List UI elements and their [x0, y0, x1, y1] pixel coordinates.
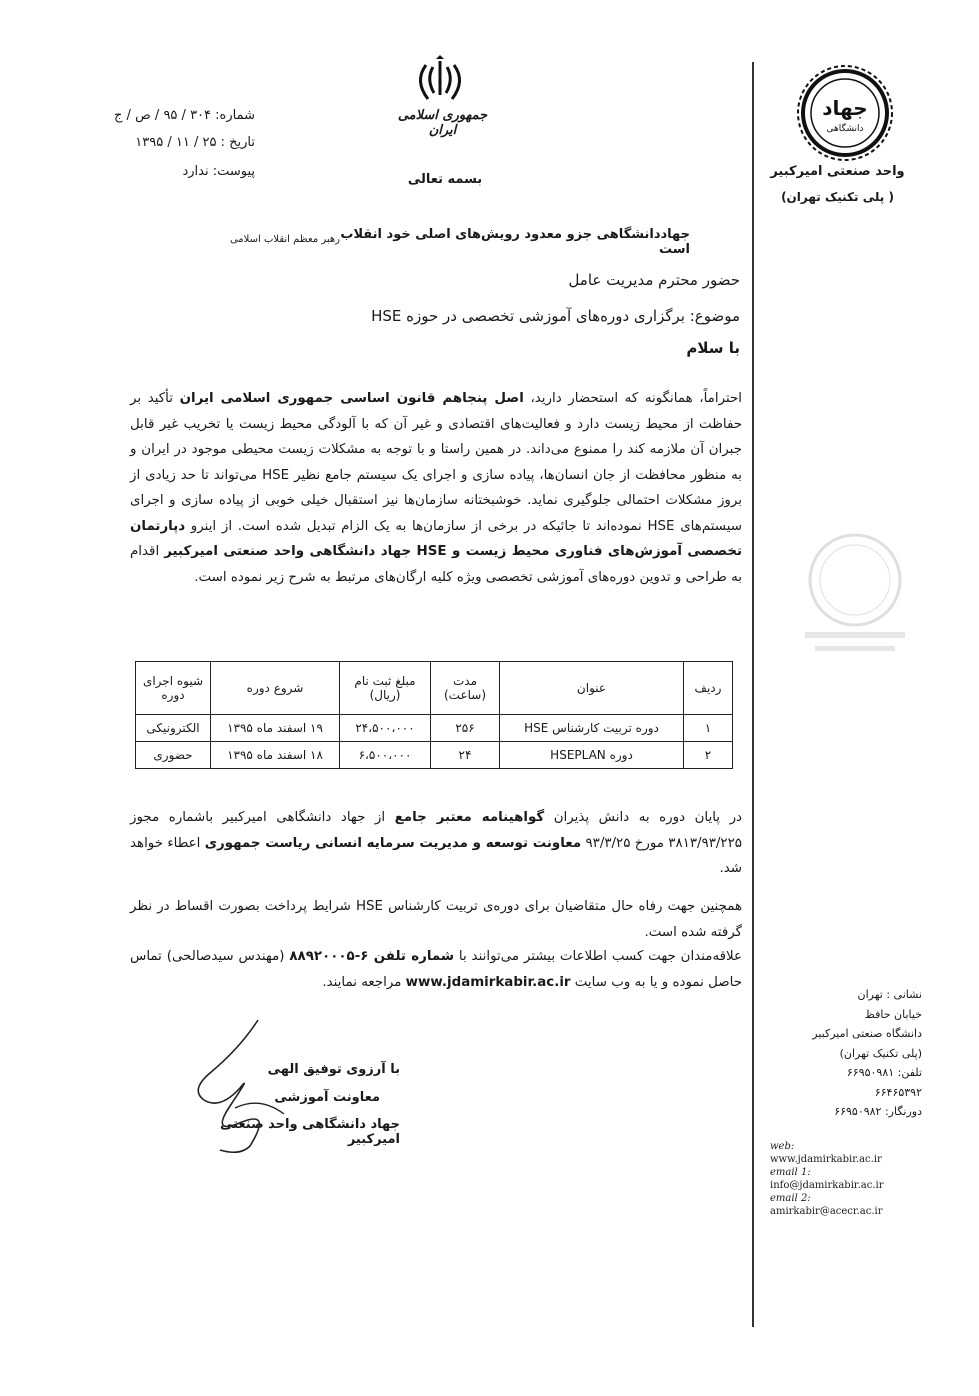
address-line: دورنگار: ۶۶۹۵۰۹۸۲ [834, 1105, 922, 1118]
sidebar-address [770, 985, 922, 1122]
contact-web[interactable]: www.jdamirkabir.ac.ir [770, 1154, 882, 1165]
table-cell: دوره تربیت کارشناس HSE [500, 715, 684, 742]
closing-deputy: معاونت آموزشی [274, 1090, 380, 1105]
table-cell: ۲ [684, 742, 733, 769]
p2-run: گواهینامه معتبر جامع [394, 810, 545, 825]
letter-number: شماره: ۳۰۴ / ۹۵ / ص / ج [114, 108, 255, 123]
table-cell: ۱۹ اسفند ماه ۱۳۹۵ [211, 715, 340, 742]
unit-name: واحد صنعتی امیرکبیر [770, 164, 905, 179]
contact-label: email 1: [770, 1167, 811, 1178]
header-quote: جهاددانشگاهی جزو معدود رویش‌های اصلی خود انقلاب است [340, 227, 690, 257]
contact-email-2[interactable]: amirkabir@acecr.ac.ir [770, 1206, 883, 1217]
table-cell: ۲۴،۵۰۰،۰۰۰ [340, 715, 431, 742]
table-cell: الکترونیکی [136, 715, 211, 742]
letter-paragraph-3 [130, 894, 742, 945]
table-cell: ۱ [684, 715, 733, 742]
courses-table [135, 661, 733, 769]
table-cell: ۲۴ [431, 742, 500, 769]
p2-run: در پایان دوره به دانش پذیران [544, 810, 742, 825]
letter-paragraph-2 [130, 805, 742, 882]
address-line: ۶۶۴۶۵۳۹۲ [874, 1085, 922, 1099]
unit-subtitle: ( پلی تکنیک تهران) [781, 190, 894, 204]
table-header-cell: مدت (ساعت) [431, 662, 500, 715]
p3-run: همچنین جهت رفاه حال متقاضیان برای دوره‌ی تربیت کارشناس HSE شرایط پرداخت بصورت اقساط در نظر گرفته شده است. [130, 899, 743, 940]
table-header-cell: عنوان [500, 662, 684, 715]
p2-run: از جهاد دانشگاهی امیرکبیر باشماره مجوز ۳۸۱۳/۹۳/۲۲۵ مورخ ۹۳/۳/۲۵ [130, 810, 743, 851]
quote-author: رهبر معظم انقلاب اسلامی [229, 234, 340, 245]
basmala: بسمه تعالی [407, 172, 483, 187]
p4-run: شماره تلفن ۶-۸۸۹۲۰۰۰۵ [289, 949, 455, 964]
contact-label: web: [770, 1141, 795, 1152]
table-header-cell: مبلغ ثبت نام (ریال) [340, 662, 431, 715]
logo-text: جهاد [822, 96, 868, 120]
table-cell: دوره HSEPLAN [500, 742, 684, 769]
p2-run: اعطاء خواهد شد. [130, 835, 742, 876]
handwritten-signature [180, 1018, 300, 1158]
table-cell: ۱۸ اسفند ماه ۱۳۹۵ [211, 742, 340, 769]
table-cell: حضوری [136, 742, 211, 769]
closing-org: جهاد دانشگاهی واحد صنعتی امیرکبیر [219, 1117, 400, 1147]
p1-run: احتراماً، همانگونه که استحضار دارید، [523, 391, 742, 406]
jahad-logo-icon [790, 65, 900, 165]
table-row [136, 742, 733, 769]
letter-subject: موضوع: برگزاری دوره‌های آموزشی تخصصی در حوزه HSE [371, 307, 740, 325]
closing-wish: با آرزوی توفیق الهی [267, 1062, 400, 1077]
address-line: (پلی تکنیک تهران) [839, 1046, 922, 1060]
iran-emblem-icon [400, 55, 480, 110]
sidebar-divider [752, 62, 754, 1327]
emblem-caption: جمهوری اسلامی ایران [397, 108, 488, 138]
p4-run: (مهندس سیدصالحی) تماس حاصل نموده و یا به وب سایت [130, 949, 742, 990]
contact-email-1[interactable]: info@jdamirkabir.ac.ir [770, 1180, 884, 1191]
address-line: دانشگاه صنعتی امیرکبیر [812, 1027, 922, 1040]
p1-run: اصل پنجاهم قانون اساسی جمهوری اسلامی ایران [179, 391, 524, 406]
address-line: نشانی : تهران [857, 988, 922, 1001]
letter-attachment: پیوست: ندارد [182, 164, 255, 179]
p1-run: تأکید بر حفاظت از محیط زیست دارد و فعالیت‌های اقتصادی و غیر آن که با آلودگی محیط زیست یا تخریب غیر قابل جبران آن ملازمه کند را ممنوع می‌داند. در همین راستا و با توجه به مشکلات زیست محیطی موجود در ایران و به منظور محافظت از جان انسان‌ها، پیاده سازی و اجرای یک سیستم جامع نظیر HSE می‌تواند تا حد زیادی از بروز مشکلات احتمالی جلوگیری نماید. خوشبختانه سازمان‌ها نیز استقبال خیلی خوبی از پیاده سازی و اجرای سیستم‌های HSE نموده‌اند تا جائیکه در برخی از سازمان‌ها به یک الزام تبدیل شده است. از اینرو [130, 391, 742, 534]
table-header-cell: شروع دوره [211, 662, 340, 715]
address-line: خیابان حافظ [864, 1007, 922, 1021]
website-link[interactable]: www.jdamirkabir.ac.ir [405, 974, 571, 990]
contact-label: email 2: [770, 1193, 811, 1204]
table-header-row [136, 662, 733, 715]
watermark-stamp [790, 520, 920, 665]
sidebar-contact [770, 1140, 920, 1218]
letter-paragraph-4 [130, 944, 742, 995]
letter-recipient: حضور محترم مدیریت عامل [568, 271, 740, 289]
letter-date: تاریخ : ۲۵ / ۱۱ / ۱۳۹۵ [135, 135, 255, 150]
p1-run: دپارتمان تخصصی آموزش‌های فناوری محیط زیست و HSE جهاد دانشگاهی واحد صنعتی امیرکبیر [130, 518, 743, 559]
letter-paragraph-1 [130, 386, 742, 590]
table-cell: ۲۵۶ [431, 715, 500, 742]
table-header-cell: ردیف [684, 662, 733, 715]
logo-subtext: دانشگاهی [826, 124, 864, 134]
address-line: تلفن: ۶۶۹۵۰۹۸۱ [846, 1066, 922, 1079]
table-row [136, 715, 733, 742]
table-cell: ۶،۵۰۰،۰۰۰ [340, 742, 431, 769]
p4-run: مراجعه نمایند. [322, 974, 406, 990]
table-header-cell: شیوه اجرای دوره [136, 662, 211, 715]
letter-greeting: با سلام [686, 339, 740, 357]
p1-run: اقدام به طراحی و تدوین دوره‌های آموزشی تخصصی ویژه کلیه ارگان‌های مرتبط به شرح زیر نموده است. [130, 544, 742, 585]
p2-run: معاونت توسعه و مدیریت سرمایه انسانی ریاست جمهوری [204, 835, 582, 851]
p4-run: علاقه‌مندان جهت کسب اطلاعات بیشتر می‌توانند با [454, 949, 743, 964]
